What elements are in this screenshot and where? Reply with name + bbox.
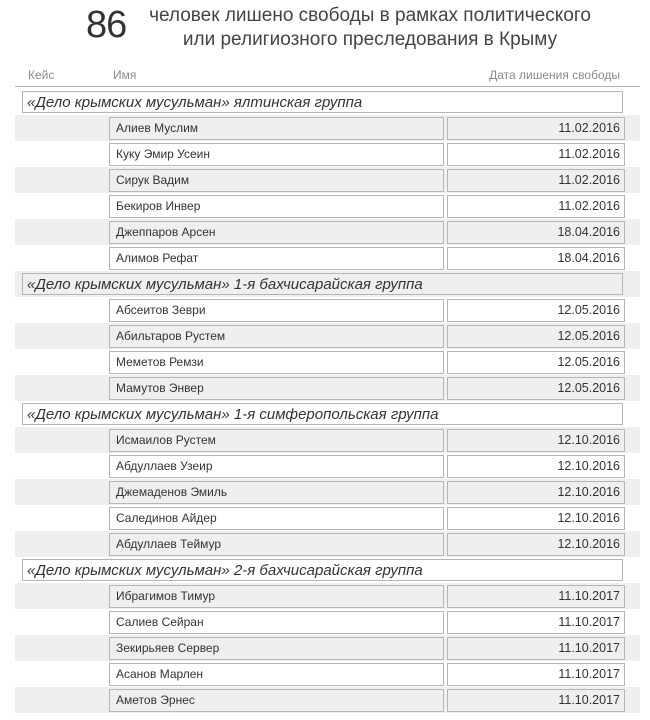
detention-date: 11.02.2016 [447,117,625,140]
person-name: Сирук Вадим [109,169,444,192]
column-header-date: Дата лишения свободы [489,68,620,82]
table-row [15,635,640,661]
table-row [15,245,640,271]
person-name: Асанов Марлен [109,663,444,686]
page-title: человек лишено свободы в рамках политического или религиозного преследования в Крыму [149,5,591,50]
detention-date: 11.02.2016 [447,195,625,218]
case-group-header [15,557,640,583]
table-row [15,219,640,245]
table-row [15,583,640,609]
detention-date: 11.10.2017 [447,689,625,712]
person-name: Исмаилов Рустем [109,429,444,452]
detention-date: 18.04.2016 [447,221,625,244]
table-row [15,505,640,531]
table-row [15,141,640,167]
detention-date: 12.05.2016 [447,299,625,322]
detention-date: 12.05.2016 [447,377,625,400]
table-row [15,427,640,453]
table-row [15,453,640,479]
case-group-title: «Дело крымских мусульман» 2-я бахчисарайская группа [22,559,623,581]
case-group-header [15,271,640,297]
detention-date: 11.10.2017 [447,637,625,660]
column-header-name: Имя [113,68,137,82]
table-row [15,193,640,219]
table-row [15,115,640,141]
detention-date: 12.10.2016 [447,481,625,504]
case-group-title: «Дело крымских мусульман» ялтинская группа [22,91,623,113]
table-row [15,297,640,323]
detention-date: 12.05.2016 [447,351,625,374]
case-group-title: «Дело крымских мусульман» 1-я бахчисарайская группа [22,273,623,295]
person-name: Абсеитов Зеври [109,299,444,322]
person-name: Куку Эмир Усеин [109,143,444,166]
detention-date: 11.10.2017 [447,585,625,608]
table-row [15,531,640,557]
table-row [15,167,640,193]
table-row [15,687,640,713]
detention-date: 12.10.2016 [447,429,625,452]
person-name: Алимов Рефат [109,247,444,270]
case-group-title: «Дело крымских мусульман» 1-я симферопольская группа [22,403,623,425]
case-group-header [15,89,640,115]
detention-date: 11.02.2016 [447,169,625,192]
column-header-case: Кейс [28,68,55,82]
case-group-header [15,401,640,427]
person-name: Бекиров Инвер [109,195,444,218]
person-name: Абдуллаев Узеир [109,455,444,478]
detention-date: 12.10.2016 [447,533,625,556]
detention-date: 12.10.2016 [447,507,625,530]
person-name: Аметов Эрнес [109,689,444,712]
table-row [15,349,640,375]
detention-date: 18.04.2016 [447,247,625,270]
table-row [15,661,640,687]
detention-date: 12.05.2016 [447,325,625,348]
person-name: Джеппаров Арсен [109,221,444,244]
detention-date: 12.10.2016 [447,455,625,478]
person-name: Алиев Муслим [109,117,444,140]
person-name: Мамутов Энвер [109,377,444,400]
person-name: Абдуллаев Теймур [109,533,444,556]
cases-table [15,89,640,713]
person-name: Джемаденов Эмиль [109,481,444,504]
person-name: Меметов Ремзи [109,351,444,374]
person-name: Салединов Айдер [109,507,444,530]
detention-date: 11.10.2017 [447,611,625,634]
person-name: Зекирьяев Сервер [109,637,444,660]
detention-date: 11.10.2017 [447,663,625,686]
table-row [15,609,640,635]
table-row [15,479,640,505]
detention-date: 11.02.2016 [447,143,625,166]
person-name: Ибрагимов Тимур [109,585,444,608]
person-name: Салиев Сейран [109,611,444,634]
header-divider [15,86,640,87]
person-name: Абильтаров Рустем [109,325,444,348]
page-header [0,0,650,60]
table-row [15,375,640,401]
table-row [15,323,640,349]
prisoner-count: 86 [86,4,127,46]
